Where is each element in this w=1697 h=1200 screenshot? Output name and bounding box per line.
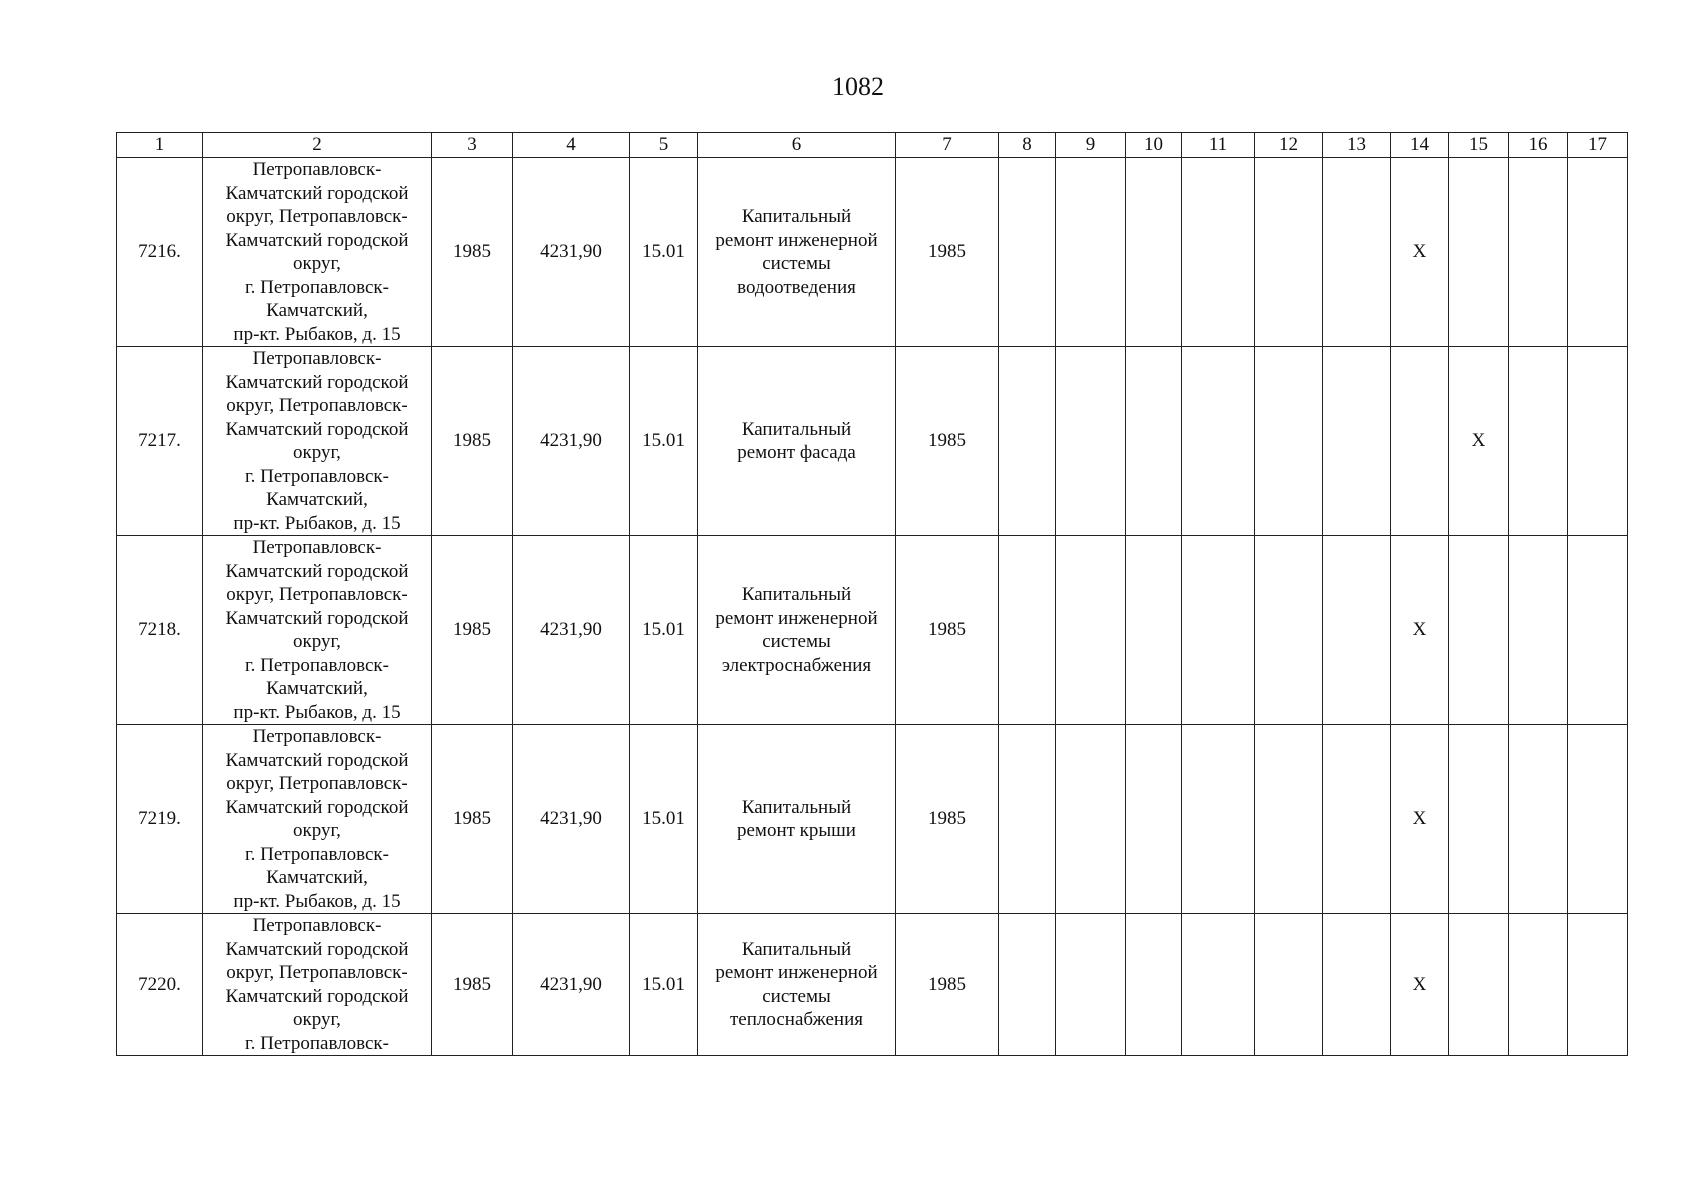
period-cell: 1985 <box>896 914 999 1056</box>
column-header: 16 <box>1509 133 1568 158</box>
mark-cell <box>1568 158 1628 347</box>
mark-cell <box>1255 536 1323 725</box>
mark-cell <box>1126 725 1182 914</box>
mark-cell <box>1255 158 1323 347</box>
work-type-cell: Капитальный ремонт фасада <box>698 347 896 536</box>
column-header: 17 <box>1568 133 1628 158</box>
mark-cell <box>1449 536 1509 725</box>
column-header: 1 <box>117 133 203 158</box>
work-type-cell: Капитальный ремонт инженерной системы теплоснабжения <box>698 914 896 1056</box>
column-header: 9 <box>1056 133 1126 158</box>
code-cell: 15.01 <box>630 158 698 347</box>
mark-cell <box>1056 914 1126 1056</box>
period-cell: 1985 <box>896 725 999 914</box>
column-header: 3 <box>432 133 513 158</box>
mark-cell <box>1182 347 1255 536</box>
column-header: 8 <box>999 133 1056 158</box>
mark-cell <box>1568 347 1628 536</box>
area-cell: 4231,90 <box>513 158 630 347</box>
mark-cell <box>1255 725 1323 914</box>
mark-cell <box>1182 158 1255 347</box>
mark-cell <box>1323 347 1391 536</box>
work-type-cell: Капитальный ремонт крыши <box>698 725 896 914</box>
code-cell: 15.01 <box>630 725 698 914</box>
page-number: 1082 <box>832 72 884 101</box>
column-header: 12 <box>1255 133 1323 158</box>
mark-cell <box>1568 914 1628 1056</box>
area-cell: 4231,90 <box>513 725 630 914</box>
mark-cell <box>999 536 1056 725</box>
year-cell: 1985 <box>432 347 513 536</box>
mark-cell <box>1323 536 1391 725</box>
column-header: 7 <box>896 133 999 158</box>
column-header: 15 <box>1449 133 1509 158</box>
mark-cell <box>1449 725 1509 914</box>
mark-cell <box>1255 347 1323 536</box>
table-row <box>117 914 1628 1056</box>
area-cell: 4231,90 <box>513 536 630 725</box>
mark-cell <box>1449 914 1509 1056</box>
table-row <box>117 536 1628 725</box>
mark-cell: X <box>1449 347 1509 536</box>
period-cell: 1985 <box>896 158 999 347</box>
mark-cell <box>999 725 1056 914</box>
mark-cell <box>1056 158 1126 347</box>
column-header: 2 <box>203 133 432 158</box>
mark-cell <box>1255 914 1323 1056</box>
column-header: 5 <box>630 133 698 158</box>
mark-cell <box>1323 725 1391 914</box>
table-row <box>117 158 1628 347</box>
mark-cell <box>1509 536 1568 725</box>
year-cell: 1985 <box>432 725 513 914</box>
mark-cell <box>1126 158 1182 347</box>
mark-cell <box>1126 914 1182 1056</box>
mark-cell: X <box>1391 158 1449 347</box>
mark-cell <box>1126 536 1182 725</box>
mark-cell: X <box>1391 914 1449 1056</box>
mark-cell <box>1509 914 1568 1056</box>
row-number: 7219. <box>117 725 203 914</box>
address-cell: Петропавловск- Камчатский городской округ, Петропавловск- Камчатский городской округ, г. Петропавловск- Камчатский, пр-кт. Рыбаков, д. 15 <box>203 347 432 536</box>
mark-cell <box>999 347 1056 536</box>
mark-cell <box>1449 158 1509 347</box>
row-number: 7220. <box>117 914 203 1056</box>
work-type-cell: Капитальный ремонт инженерной системы электроснабжения <box>698 536 896 725</box>
mark-cell: X <box>1391 725 1449 914</box>
year-cell: 1985 <box>432 914 513 1056</box>
mark-cell <box>1509 725 1568 914</box>
column-header: 4 <box>513 133 630 158</box>
mark-cell <box>1509 347 1568 536</box>
year-cell: 1985 <box>432 536 513 725</box>
row-number: 7217. <box>117 347 203 536</box>
mark-cell <box>1126 347 1182 536</box>
period-cell: 1985 <box>896 347 999 536</box>
column-header: 11 <box>1182 133 1255 158</box>
row-number: 7216. <box>117 158 203 347</box>
capital-repair-table <box>116 132 1628 1056</box>
year-cell: 1985 <box>432 158 513 347</box>
mark-cell <box>1568 536 1628 725</box>
row-number: 7218. <box>117 536 203 725</box>
address-cell: Петропавловск- Камчатский городской округ, Петропавловск- Камчатский городской округ, г. Петропавловск- Камчатский, пр-кт. Рыбаков, д. 15 <box>203 158 432 347</box>
work-type-cell: Капитальный ремонт инженерной системы водоотведения <box>698 158 896 347</box>
mark-cell <box>1182 725 1255 914</box>
column-header: 6 <box>698 133 896 158</box>
area-cell: 4231,90 <box>513 347 630 536</box>
address-cell: Петропавловск- Камчатский городской округ, Петропавловск- Камчатский городской округ, г. Петропавловск- Камчатский, пр-кт. Рыбаков, д. 15 <box>203 725 432 914</box>
column-header: 14 <box>1391 133 1449 158</box>
address-cell: Петропавловск- Камчатский городской округ, Петропавловск- Камчатский городской округ, г. Петропавловск- <box>203 914 432 1056</box>
mark-cell <box>1056 347 1126 536</box>
mark-cell <box>1182 914 1255 1056</box>
mark-cell <box>1568 725 1628 914</box>
column-header: 13 <box>1323 133 1391 158</box>
mark-cell <box>1056 725 1126 914</box>
table-row <box>117 347 1628 536</box>
address-cell: Петропавловск- Камчатский городской округ, Петропавловск- Камчатский городской округ, г. Петропавловск- Камчатский, пр-кт. Рыбаков, д. 15 <box>203 536 432 725</box>
code-cell: 15.01 <box>630 536 698 725</box>
table-row <box>117 725 1628 914</box>
column-header: 10 <box>1126 133 1182 158</box>
area-cell: 4231,90 <box>513 914 630 1056</box>
mark-cell <box>1323 914 1391 1056</box>
mark-cell: X <box>1391 536 1449 725</box>
mark-cell <box>999 158 1056 347</box>
mark-cell <box>1323 158 1391 347</box>
header-row <box>117 133 1628 158</box>
mark-cell <box>1182 536 1255 725</box>
code-cell: 15.01 <box>630 914 698 1056</box>
mark-cell <box>1056 536 1126 725</box>
mark-cell <box>999 914 1056 1056</box>
mark-cell <box>1509 158 1568 347</box>
period-cell: 1985 <box>896 536 999 725</box>
code-cell: 15.01 <box>630 347 698 536</box>
mark-cell <box>1391 347 1449 536</box>
